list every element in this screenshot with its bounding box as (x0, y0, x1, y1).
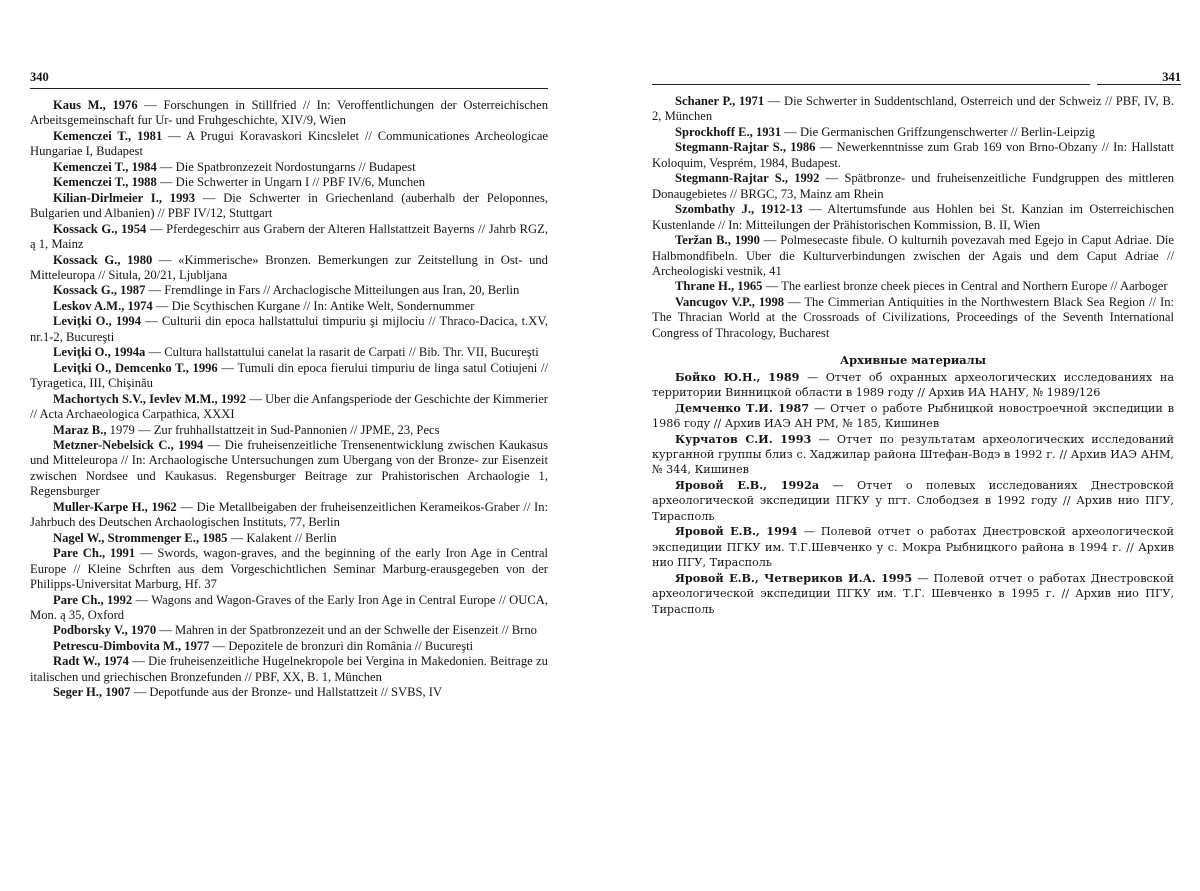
entry-text: 1979 — Zur fruhhallstattzeit in Sud-Pannonien // JPME, 23, Pecs (106, 422, 440, 437)
entry-text: — The earliest bronze cheek pieces in Central and Northern Europe // Aarboger (762, 279, 1168, 294)
bibliography-entry (30, 191, 548, 222)
entry-author: Machortych S.V., Ievlev M.M., 1992 (53, 391, 247, 406)
header-rule-right (652, 84, 1090, 85)
bibliography-entry (652, 524, 1174, 570)
entry-author: Teržan B., 1990 (675, 233, 760, 248)
entry-text: — Die Schwerter in Ungarn I // PBF IV/6, Munchen (156, 175, 426, 190)
bibliography-entry (652, 478, 1174, 524)
bibliography-entry (30, 546, 548, 592)
bibliography-entry (30, 175, 548, 190)
page-number-left: 340 (30, 70, 49, 84)
bibliography-entry (30, 129, 548, 160)
entry-author: Kilian-Dirlmeier I., 1993 (53, 190, 195, 205)
bibliography-column-left (30, 98, 548, 701)
bibliography-entry (30, 222, 548, 253)
entry-author: Metzner-Nebelsick C., 1994 (53, 437, 204, 452)
bibliography-entry (30, 283, 548, 298)
bibliography-entry (652, 571, 1174, 617)
entry-text: — Die Schwerter in Suddentschland, Osterreich und der Schweiz // PBF, IV, B. 2, München (652, 94, 1174, 124)
entry-text: — Die Scythischen Kurgane // In: Antike Welt, Sondernummer (152, 298, 475, 313)
entry-text: — Depotfunde aus der Bronze- und Hallstattzeit // SVBS, IV (130, 685, 443, 700)
entry-text: — Fremdlinge in Fars // Archaclogische Mitteilungen aus Iran, 20, Berlin (145, 283, 520, 298)
entry-author: Kemenczei T., 1984 (53, 159, 157, 174)
entry-author: Leviţki O., Demcenko T., 1996 (53, 360, 218, 375)
bibliography-entry (30, 299, 548, 314)
bibliography-entry (652, 202, 1174, 233)
entry-text: — Tumuli din epoca fierului timpuriu de linga satul Cotiujeni // Tyragetica, III, Chişinău (30, 360, 548, 391)
entry-text: — «Kimmerische» Bronzen. Bemerkungen zur Zeitstellung in Ost- und Mitteleuropa // Situla, 20/21, Ljubljana (30, 252, 548, 282)
bibliography-entry (652, 171, 1174, 202)
bibliography-entry (652, 295, 1174, 341)
bibliography-entry (30, 438, 548, 500)
entry-text: — Die fruheisenzeitliche Trensenentwicklung zwischen Kaukasus und Mitteleuropa // In: Archaologische Untersuchungen zum Ubergang von der Bronze- zur Eisenzeit zwischen Nordsee und Kaukasus. Regensburger Beitrage zur Prahistorischen Archaologie 1, Regensburger (30, 437, 548, 499)
entry-text: — Altertumsfunde aus Hohlen bei St. Kanzian im Osterreichischen Kustenlande // In: Mitteilungen der Prähistorischen Kommission, B. II, Wien (652, 202, 1174, 232)
bibliography-entry (30, 392, 548, 423)
bibliography-entry (30, 160, 548, 175)
header-rule-right-short (1097, 84, 1181, 85)
entry-author: Pare Ch., 1992 (53, 592, 133, 607)
entry-text: — Depozitele de bronzuri din România // Bucureşti (209, 638, 474, 653)
bibliography-entry (30, 500, 548, 531)
entry-text: — Culturii din epoca hallstattului timpuriu şi mijlociu // Thraco-Dacica, t.XV, nr.1-2, Bucureşti (30, 314, 549, 344)
entry-author: Leviţki O., 1994 (53, 314, 142, 329)
entry-text: — Отчет об охранных археологических исследованиях на территории Винницкой области в 1989 году // Архив ИА НАНУ, № 1989/126 (652, 370, 1174, 400)
entry-text: — Die Metallbeigaben der fruheisenzeitlichen Kerameikos-Graber // In: Jahrbuch des Deutschen Archaologischen Instituts, 77, Berlin (30, 499, 548, 530)
bibliography-entry (652, 401, 1174, 432)
entry-author: Sprockhoff E., 1931 (675, 124, 782, 139)
bibliography-entry (30, 98, 548, 129)
entry-author: Демченко Т.И. 1987 (675, 400, 810, 415)
entry-author: Seger H., 1907 (53, 685, 131, 700)
entry-author: Kaus M., 1976 (53, 98, 138, 112)
entry-text: — Kalakent // Berlin (227, 530, 337, 545)
entry-text: — Cultura hallstattului canelat la rasarit de Carpati // Bib. Thr. VII, Bucureşti (145, 345, 539, 360)
entry-author: Яровой Е.В., Четвериков И.А. 1995 (675, 570, 913, 585)
bibliography-entry (30, 685, 548, 700)
entry-text: — Отчет о полевых исследованиях Днестровской археологической экспедиции ПГКУ у пгт. Слободзея в 1992 году // Архив нио ПГУ, Тирасполь (652, 478, 1175, 523)
entry-author: Stegmann-Rajtar S., 1992 (675, 171, 820, 186)
entry-author: Petrescu-Dimbovita M., 1977 (53, 638, 210, 653)
bibliography-entry (30, 623, 548, 638)
entry-author: Leskov A.M., 1974 (53, 298, 153, 313)
entry-text: — The Cimmerian Antiquities in the Northwestern Black Sea Region // In: The Thracian World at the Crossroads of Civilizations, Proceedings of the Seventh International Congress of Thracology, Bucharest (652, 294, 1174, 340)
bibliography-entry (30, 345, 548, 360)
entry-author: Schaner P., 1971 (675, 94, 765, 108)
bibliography-entry (652, 233, 1174, 279)
entry-author: Kossack G., 1980 (53, 252, 153, 267)
entry-text: — Spätbronze- und fruheisenzeitliche Fundgruppen des mittleren Donaugebietes // BRGC, 73, Mainz am Rhein (652, 171, 1174, 201)
entry-author: Яровой Е.В., 1994 (675, 524, 798, 539)
entry-text: — Mahren in der Spatbronzezeit und an der Schwelle der Eisenzeit // Brno (156, 623, 537, 638)
entry-author: Muller-Karpe H., 1962 (53, 499, 177, 514)
entry-author: Курчатов С.И. 1993 (675, 431, 812, 446)
entry-text: — Polmesecaste fibule. O kulturnih povezavah med Egejo in Caput Adriae. Die Halbmondfibeln. Uber die Kulturverbindungen zwischen der Agais und dem Caput Adriae // Archeologiski vestnik, 41 (652, 233, 1174, 278)
bibliography-entry (652, 432, 1174, 478)
entry-author: Яровой Е.В., 1992а (675, 477, 820, 492)
entry-author: Podborsky V., 1970 (53, 623, 157, 638)
entry-text: — Die Schwerter in Griechenland (auberhalb der Peloponnes, Bulgarien und Albanien) // PBF IV/12, Stuttgart (30, 190, 548, 221)
bibliography-entry (652, 279, 1174, 294)
page-number-right: 341 (1162, 70, 1181, 84)
entry-text: — Wagons and Wagon-Graves of the Early Iron Age in Central Europe // OUCA, Mon. ą 35, Oxford (30, 592, 549, 622)
bibliography-entry (652, 125, 1174, 140)
bibliography-entry (30, 361, 548, 392)
entry-author: Kemenczei T., 1988 (53, 175, 157, 190)
entry-author: Radt W., 1974 (53, 654, 129, 669)
header-rule-left (30, 88, 548, 89)
entry-author: Thrane H., 1965 (675, 279, 763, 294)
bibliography-entry (652, 94, 1174, 125)
entry-author: Бойко Ю.Н., 1989 (675, 369, 800, 384)
bibliography-entry (652, 370, 1174, 401)
entry-text: — Полевой отчет о работах Днестровской археологической экспедиции ПГКУ им. Т.Г.Шевченко у с. Мокра Рыбницкого района в 1994 г. // Архив нио ПГУ, Тирасполь (652, 525, 1174, 570)
entry-text: — A Prugui Koravaskori Kincslelet // Communicationes Archeologicae Hungariae I, Budapest (30, 128, 549, 159)
entry-text: — Die Germanischen Griffzungenschwerter // Berlin-Leipzig (781, 124, 1095, 139)
bibliography-entry (30, 654, 548, 685)
entry-text: — Newerkenntnisse zum Grab 169 von Brno-Obzany // In: Hallstatt Koloquim, Vesprém, 1984, Budapest. (652, 140, 1174, 170)
bibliography-entry (30, 593, 548, 624)
entry-text: — Отчет о работе Рыбницкой новостроечной экспедиции в 1986 году // Архив ИАЭ АН РМ, № 185, Кишинев (652, 401, 1174, 431)
bibliography-entry (30, 253, 548, 284)
entry-author: Maraz B., (53, 422, 107, 437)
right-page (600, 0, 1200, 891)
entry-author: Nagel W., Strommenger E., 1985 (53, 530, 228, 545)
entry-author: Stegmann-Rajtar S., 1986 (675, 140, 816, 155)
bibliography-entry (30, 531, 548, 546)
entry-text: — Swords, wagon-graves, and the beginning of the early Iron Age in Central Europe // Kleine Schrften aus dem Vorgeschichtlichen Seminar Marburg-erausgegeben von der Philipps-Universitat Marburg, Hf. 37 (30, 546, 549, 592)
entry-author: Szombathy J., 1912-13 (675, 202, 803, 217)
entry-author: Vancugov V.P., 1998 (675, 294, 785, 309)
entry-text: — Отчет по результатам археологических исследований курганной группы близ с. Хаджилар района Штефан-Водэ в 1992 г. // Архив ИАЭ АНМ, № 344, Кишинев (652, 432, 1174, 477)
entry-author: Kemenczei T., 1981 (53, 128, 163, 143)
entry-text: — Pferdegeschirr aus Grabern der Alteren Hallstattzeit Bayerns // Jahrb RGZ, ą 1, Mainz (30, 221, 548, 252)
bibliography-entry (30, 639, 548, 654)
entry-text: — Uber die Anfangsperiode der Geschichte der Kimmerier // Acta Archaeologica Carpathica, XXXI (30, 391, 548, 422)
entry-author: Pare Ch., 1991 (53, 546, 136, 561)
entry-text: — Полевой отчет о работах Днестровской археологической экспедиции ПГКУ им. Т.Г. Шевченко в 1995 г. // Архив нио ПГУ, Тирасполь (652, 571, 1174, 616)
entry-author: Kossack G., 1987 (53, 283, 146, 298)
archive-section-heading: Архивные материалы (839, 353, 987, 368)
entry-author: Leviţki O., 1994a (53, 345, 146, 360)
entry-text: — Die Spatbronzezeit Nordostungarns // Budapest (156, 159, 416, 174)
bibliography-entry (30, 314, 548, 345)
bibliography-entry (652, 140, 1174, 171)
entry-author: Kossack G., 1954 (53, 221, 147, 236)
bibliography-entry (30, 423, 548, 438)
bibliography-column-right (652, 94, 1174, 617)
entry-text: — Forschungen in Stillfried // In: Veroffentlichungen der Osterreichischen Arbeitsgemeinschaft fur Ur- und Fruhgeschichte, XIV/9, Wien (30, 98, 548, 128)
entry-text: — Die fruheisenzeitliche Hugelnekropole bei Vergina in Makedonien. Beitrage zu italischen und griechischen Bronzefunden // PBF, XX, B. 1, München (30, 654, 548, 684)
